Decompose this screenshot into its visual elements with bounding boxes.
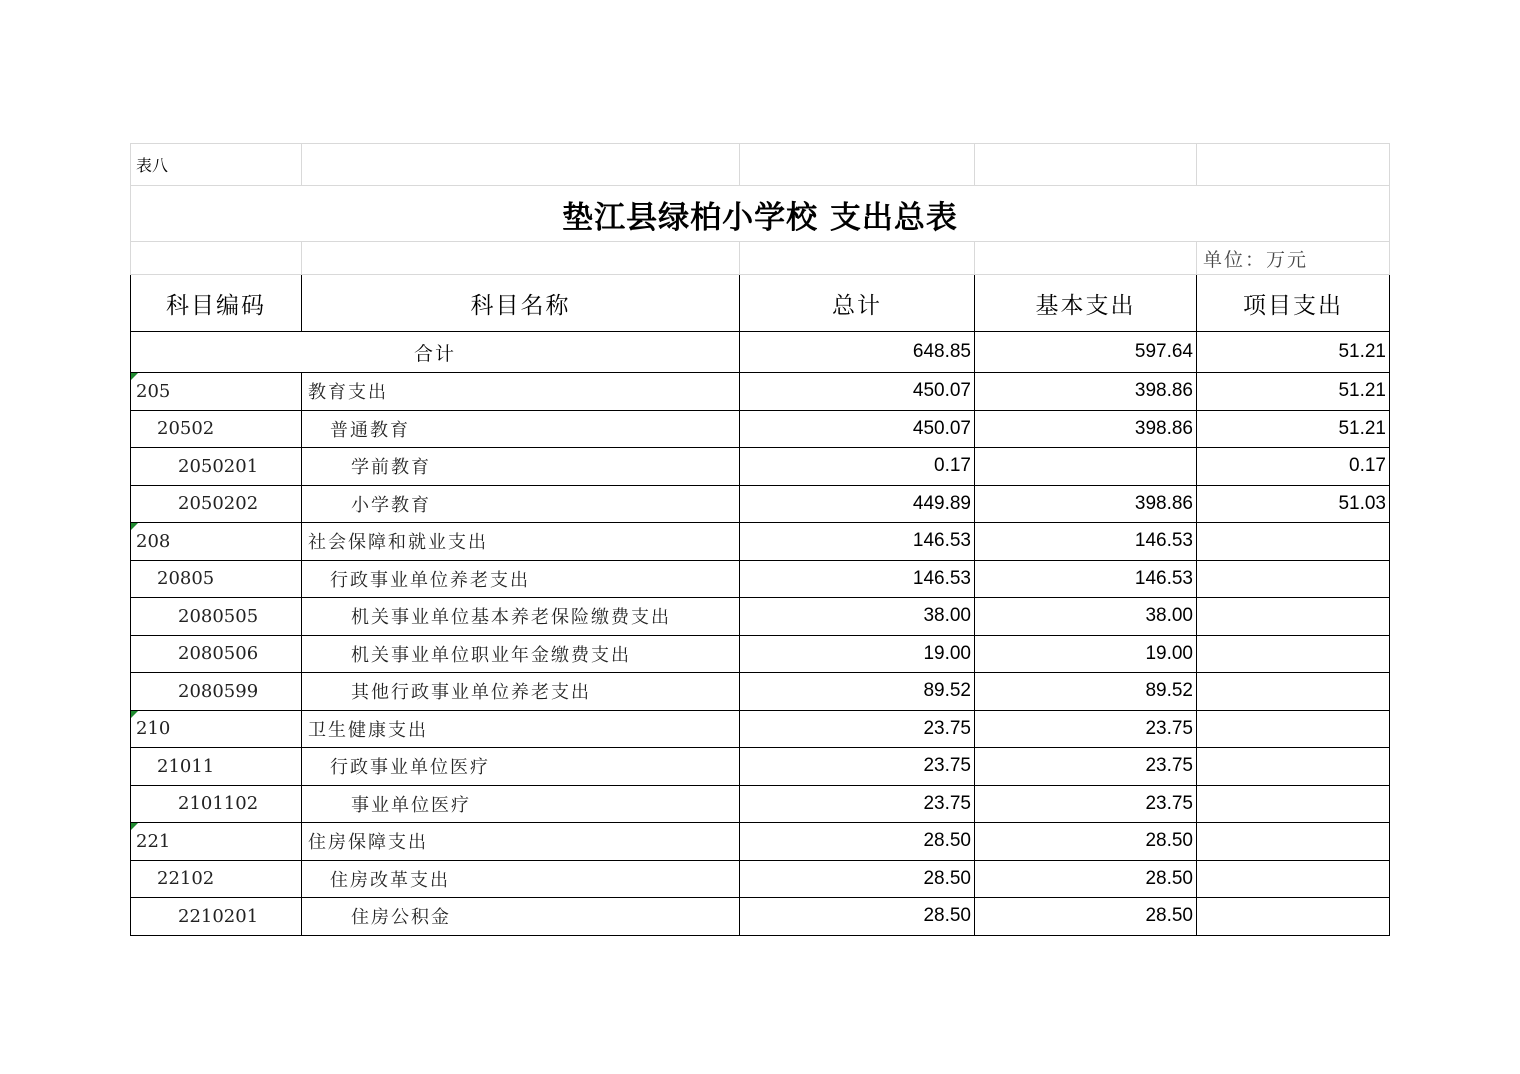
row-basic: 146.53 [975,523,1197,561]
row-total: 89.52 [740,673,975,711]
unit-row [131,242,1390,275]
row-project: 51.21 [1197,373,1390,411]
row-basic: 398.86 [975,373,1197,411]
row-code: 2050201 [131,448,302,486]
empty-cell [740,242,975,275]
row-basic: 19.00 [975,635,1197,673]
empty-cell [1197,144,1390,186]
row-code: 2080506 [131,635,302,673]
row-basic: 28.50 [975,898,1197,936]
cell-marker-icon [131,523,138,530]
row-total: 450.07 [740,410,975,448]
row-name: 机关事业单位职业年金缴费支出 [302,635,740,673]
row-name: 教育支出 [302,373,740,411]
row-basic: 398.86 [975,485,1197,523]
row-basic [975,448,1197,486]
table-row [131,860,1390,898]
table-row [131,523,1390,561]
row-code: 208 [131,523,302,561]
table-row [131,373,1390,411]
row-basic: 28.50 [975,823,1197,861]
row-total: 28.50 [740,898,975,936]
empty-cell [740,144,975,186]
row-total: 146.53 [740,560,975,598]
row-total: 450.07 [740,373,975,411]
table-row [131,710,1390,748]
expenditure-table [130,143,1390,936]
row-code: 2101102 [131,785,302,823]
table-row [131,598,1390,636]
table-row [131,560,1390,598]
row-name: 住房公积金 [302,898,740,936]
row-project [1197,823,1390,861]
table-tag: 表八 [131,144,302,186]
row-name: 卫生健康支出 [302,710,740,748]
row-name: 住房改革支出 [302,860,740,898]
row-name: 小学教育 [302,485,740,523]
table-row [131,410,1390,448]
page-title: 垫江县绿柏小学校 支出总表 [131,186,1390,242]
cell-marker-icon [131,823,138,830]
table-row [131,485,1390,523]
row-name: 事业单位医疗 [302,785,740,823]
cell-marker-icon [131,373,138,380]
row-basic: 398.86 [975,410,1197,448]
row-project [1197,710,1390,748]
row-total: 23.75 [740,748,975,786]
row-name: 机关事业单位基本养老保险缴费支出 [302,598,740,636]
row-code: 21011 [131,748,302,786]
cell-marker-icon [131,711,138,718]
table-row [131,898,1390,936]
row-code: 20502 [131,410,302,448]
row-project [1197,860,1390,898]
empty-cell [302,144,740,186]
row-project: 51.03 [1197,485,1390,523]
row-name: 普通教育 [302,410,740,448]
header-row [131,275,1390,332]
header-total: 总计 [740,275,975,332]
title-row [131,186,1390,242]
row-project: 51.21 [1197,410,1390,448]
row-project [1197,673,1390,711]
table-row [131,448,1390,486]
table-row [131,748,1390,786]
header-project: 项目支出 [1197,275,1390,332]
empty-cell [131,242,302,275]
row-code: 2050202 [131,485,302,523]
row-name: 社会保障和就业支出 [302,523,740,561]
tag-row [131,144,1390,186]
unit-label: 单位：万元 [1197,242,1390,275]
row-code: 205 [131,373,302,411]
header-code: 科目编码 [131,275,302,332]
total-basic: 597.64 [975,332,1197,373]
row-code: 2210201 [131,898,302,936]
table-row [131,785,1390,823]
row-basic: 146.53 [975,560,1197,598]
row-code: 221 [131,823,302,861]
row-project [1197,785,1390,823]
row-basic: 38.00 [975,598,1197,636]
row-project [1197,523,1390,561]
row-name: 行政事业单位养老支出 [302,560,740,598]
header-name: 科目名称 [302,275,740,332]
row-project [1197,635,1390,673]
empty-cell [975,144,1197,186]
row-project [1197,748,1390,786]
row-total: 28.50 [740,823,975,861]
row-basic: 23.75 [975,710,1197,748]
row-basic: 23.75 [975,748,1197,786]
row-project [1197,598,1390,636]
header-basic: 基本支出 [975,275,1197,332]
row-code: 22102 [131,860,302,898]
table-row [131,635,1390,673]
total-project: 51.21 [1197,332,1390,373]
row-basic: 23.75 [975,785,1197,823]
row-code: 2080599 [131,673,302,711]
row-basic: 28.50 [975,860,1197,898]
total-total: 648.85 [740,332,975,373]
table-row [131,823,1390,861]
row-project [1197,898,1390,936]
row-name: 学前教育 [302,448,740,486]
row-total: 23.75 [740,785,975,823]
row-project: 0.17 [1197,448,1390,486]
row-total: 38.00 [740,598,975,636]
row-total: 23.75 [740,710,975,748]
row-code: 210 [131,710,302,748]
total-row [131,332,1390,373]
row-name: 行政事业单位医疗 [302,748,740,786]
total-label: 合计 [131,332,740,373]
row-total: 146.53 [740,523,975,561]
row-name: 住房保障支出 [302,823,740,861]
row-total: 449.89 [740,485,975,523]
row-total: 19.00 [740,635,975,673]
row-name: 其他行政事业单位养老支出 [302,673,740,711]
empty-cell [302,242,740,275]
row-project [1197,560,1390,598]
row-total: 0.17 [740,448,975,486]
row-total: 28.50 [740,860,975,898]
row-code: 2080505 [131,598,302,636]
empty-cell [975,242,1197,275]
table-row [131,673,1390,711]
row-basic: 89.52 [975,673,1197,711]
row-code: 20805 [131,560,302,598]
